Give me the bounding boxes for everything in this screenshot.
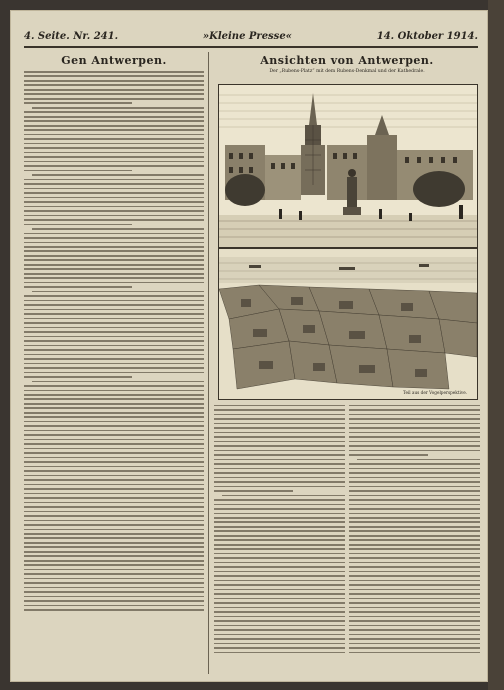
right-article-title: Ansichten von Antwerpen. (260, 54, 434, 67)
header-newspaper-name: »Kleine Presse« (202, 30, 292, 42)
right-text-columns (214, 402, 480, 674)
birds-eye-drawing (219, 249, 477, 399)
birds-eye-caption: Teil aus der Vogelperspektive. (403, 390, 467, 395)
text-column-2 (349, 402, 480, 674)
left-article-title: Gen Antwerpen. (61, 54, 167, 67)
left-article-text (24, 71, 204, 611)
page-header (24, 26, 478, 48)
illustration-birds-eye-view (218, 248, 478, 400)
header-page-number: 4. Seite. Nr. 241. (24, 30, 119, 42)
left-column (24, 52, 204, 674)
illustration-cathedral-square (218, 84, 478, 248)
text-column-1 (214, 402, 345, 674)
right-column (214, 52, 480, 674)
newspaper-page (10, 10, 488, 682)
column-divider (208, 52, 209, 674)
illustration-subtitle: Der „Rubens-Platz“ mit dem Rubens-Denkmal und der Kathedrale. (269, 69, 425, 74)
cathedral-square-drawing (219, 85, 477, 247)
header-date: 14. Oktober 1914. (376, 30, 478, 42)
binding-edge (488, 0, 504, 690)
